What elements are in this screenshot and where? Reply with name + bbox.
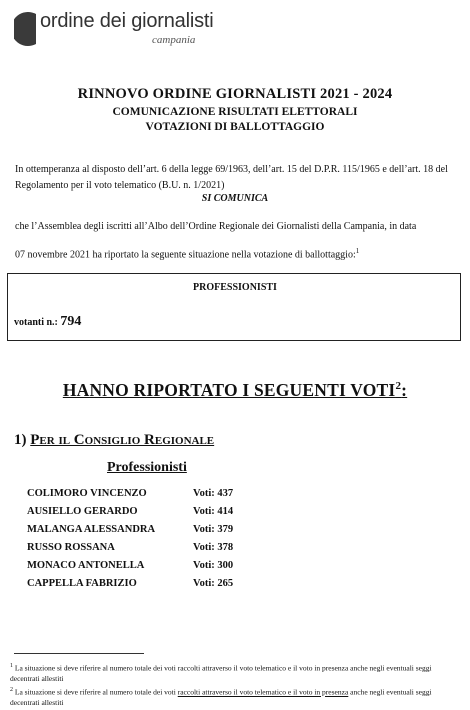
voters-box-title: PROFESSIONISTI [193,282,277,293]
candidate-votes: Voti: 265 [193,578,234,589]
candidate-row [27,542,287,553]
intro-paragraph: In ottemperanza al disposto dell’art. 6 della legge 69/1963, dell’art. 15 del D.P.R. 115/1965 e dell’art. 18 del Regolamento per il voto telematico (B.U. n. 1/2021) [15,164,448,191]
footnote-1-text: La situazione si deve riferire al numero totale dei voti raccolti attraverso il voto telematico e il voto in presenza anche negli eventuali seggi decentrati allestiti [10,663,432,683]
candidate-name: RUSSO ROSSANA [27,542,115,553]
candidate-row [27,506,287,517]
section-heading [14,432,214,449]
document-subtitle: COMUNICAZIONE RISULTATI ELETTORALI [112,106,358,118]
votanti-label: votanti n.: [14,317,58,328]
candidate-votes: Voti: 378 [193,542,234,553]
candidate-name: MALANGA ALESSANDRA [27,524,156,535]
logo-name: ordine dei giornalisti [40,10,214,32]
footnote-2 [10,685,460,708]
date-line-text: 07 novembre 2021 ha riportato la seguente situazione nella votazione di ballottaggio: [15,249,356,261]
candidate-votes: Voti: 379 [193,524,234,535]
category-heading: Professionisti [107,460,187,475]
footnote-2-pre: La situazione si deve riferire al numero totale dei voti [14,687,176,697]
assembly-line: che l’Assemblea degli iscritti all’Albo dell’Ordine Regionale dei Giornalisti della Campania, in data [15,221,417,232]
section-title: Per il Consiglio Regionale [30,432,215,448]
votanti-value: 794 [60,314,82,329]
candidate-row [27,488,287,499]
footnote-2-underlined: raccolti attraverso il voto telematico e il voto in presenza [177,687,349,697]
candidate-row [27,560,287,571]
candidate-row [27,524,287,535]
candidate-name: MONACO ANTONELLA [27,560,145,571]
results-heading-suffix: : [401,380,408,400]
footnote-ref-1: 1 [355,247,360,255]
candidate-name: CAPPELLA FABRIZIO [27,578,137,589]
document-title: RINNOVO ORDINE GIORNALISTI 2021 - 2024 [77,86,393,102]
votanti-line [14,314,81,330]
candidate-votes: Voti: 300 [193,560,234,571]
date-line [15,243,359,263]
si-comunica: SI COMUNICA [201,193,269,204]
candidate-row [27,578,287,589]
logo-region: campania [152,34,196,46]
candidate-name: COLIMORO VINCENZO [27,488,147,499]
candidate-votes: Voti: 437 [193,488,234,499]
candidate-votes: Voti: 414 [193,506,234,517]
footnote-1-mark: 1 [10,663,13,669]
footnote-ref-2: 2 [395,380,402,393]
footnote-divider [14,653,144,654]
section-number: 1) [14,432,27,448]
results-heading [0,380,470,401]
footnote-2-post: anche negli eventuali seggi decentrati allestiti [10,687,432,707]
footnote-1 [10,661,460,684]
candidate-name: AUSIELLO GERARDO [27,506,138,517]
footnote-2-mark: 2 [10,687,13,693]
results-heading-text: HANNO RIPORTATO I SEGUENTI VOTI [62,380,396,400]
document-subtitle-2: VOTAZIONI DI BALLOTTAGGIO [145,121,325,133]
